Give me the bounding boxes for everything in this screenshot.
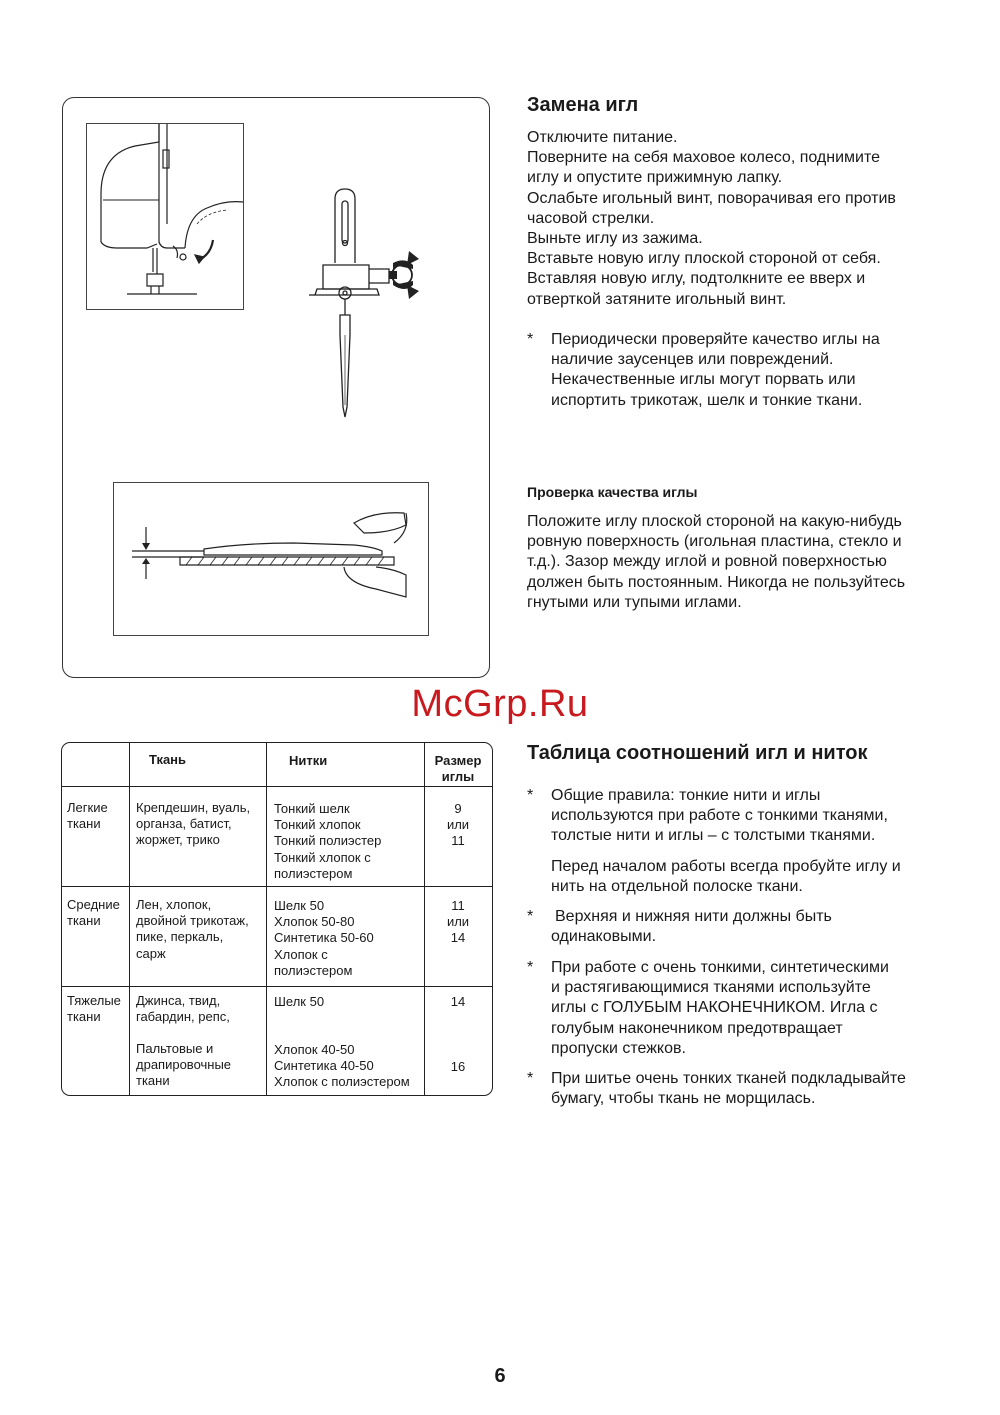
header-threads: Нитки (289, 753, 328, 768)
size-line: 11 (451, 898, 465, 913)
thread-line: полиэстером (274, 962, 353, 978)
fabric-line: Крепдешин, вуаль, (136, 800, 251, 815)
note-line: Периодически проверяйте качество иглы на (551, 331, 880, 348)
note-line: пропуски стежков. (551, 1039, 686, 1057)
thread-line: Синтетика 40-50 (274, 1058, 374, 1074)
needle-on-flat-surface-illustration (114, 483, 428, 635)
note-line: используются при работе с тонкими тканями, (551, 807, 888, 825)
table-row-light-size (424, 801, 492, 850)
fabric-line: Пальтовые и (136, 1041, 214, 1056)
size-line: 11 (451, 833, 465, 849)
ratio-note-same-threads (527, 907, 947, 949)
ratio-note-test (527, 857, 947, 899)
ratio-note-paper (527, 1069, 947, 1111)
fabric-line: жоржет, трико (136, 832, 220, 848)
fabric-line: Джинса, твид, (136, 993, 221, 1008)
table-row-medium-fabric (136, 897, 249, 962)
note-line: испортить трикотаж, шелк и тонкие ткани. (551, 391, 863, 409)
needle-check-figure (113, 482, 429, 636)
instruction-line: Вставляя новую иглу, подтолкните ее вверх и (527, 270, 866, 288)
note-line: Общие правила: тонкие нити и иглы (551, 787, 821, 804)
thread-line: Шелк 50 (274, 898, 325, 913)
table-column-divider (266, 743, 267, 1095)
size-line: или (446, 817, 470, 833)
table-row-medium-threads (274, 898, 374, 979)
table-row-divider (62, 986, 492, 987)
fabric-line: Лен, хлопок, (136, 897, 212, 912)
table-row-light-category (67, 800, 108, 832)
instruction-line: Вставьте новую иглу плоской стороной от себя. (527, 250, 881, 268)
table-row-light-fabric (136, 800, 250, 849)
table-row-heavy-threads-b (274, 1042, 410, 1091)
category-line: Средние (67, 897, 120, 912)
fabric-line: пике, перкаль, (136, 929, 224, 945)
thread-line: Шелк 50 (274, 994, 325, 1009)
illustration-panel (62, 97, 490, 678)
needle-check-title: Проверка качества иглы (527, 484, 698, 500)
note-line: голубым наконечником предотвращает (551, 1019, 843, 1037)
category-line: ткани (67, 913, 101, 929)
note-line: и растягивающимися тканями используйте (551, 979, 871, 997)
thread-line: Хлопок с полиэстером (274, 1074, 410, 1090)
watermark: McGrp.Ru (411, 683, 589, 725)
check-line: т.д.). Зазор между иглой и ровной поверхностью (527, 553, 887, 571)
fabric-line: ткани (136, 1073, 170, 1089)
asterisk: * (527, 787, 534, 804)
needle-thread-table (61, 742, 493, 1096)
asterisk: * (527, 908, 534, 925)
note-line: Верхняя и нижняя нити должны быть (555, 908, 832, 925)
thread-line: Тонкий шелк (274, 801, 350, 816)
fabric-line: сарж (136, 945, 166, 961)
table-row-heavy-threads-a (274, 994, 324, 1010)
table-column-divider (129, 743, 130, 1095)
note-line: наличие заусенцев или повреждений. (551, 351, 834, 369)
note-line: При работе с очень тонкими, синтетическими (551, 959, 889, 976)
needle-clamp-illustration (293, 185, 433, 433)
ratio-title: Таблица соотношений игл и ниток (527, 742, 868, 764)
thread-line: Тонкий полиэстер (274, 833, 382, 849)
fabric-line: драпировочные (136, 1057, 232, 1073)
check-line: гнутыми или тупыми иглами. (527, 593, 742, 611)
thread-line: Хлопок 50-80 (274, 914, 355, 930)
header-needle-size (424, 753, 492, 785)
table-row-divider (62, 886, 492, 887)
sewing-machine-figure (86, 123, 244, 310)
header-size-line: иглы (441, 769, 475, 784)
category-line: Тяжелые (67, 993, 121, 1008)
check-line: ровную поверхность (игольная пластина, стекло и (527, 533, 902, 551)
table-row-heavy-fabric-b (136, 1041, 231, 1090)
note-line: нить на отдельной полоске ткани. (551, 878, 803, 896)
category-line: ткани (67, 1009, 101, 1025)
thread-line: Тонкий хлопок (274, 817, 361, 833)
table-row-heavy-size-a: 14 (450, 994, 466, 1009)
instruction-line: Ослабьте игольный винт, поворачивая его против (527, 189, 896, 207)
table-row-heavy-fabric-a (136, 993, 230, 1025)
size-line: 9 (454, 801, 462, 816)
fabric-line: габардин, репс, (136, 1009, 230, 1025)
table-row-heavy-category (67, 993, 121, 1025)
header-size-line: Размер (434, 753, 482, 768)
thread-line: Хлопок 40-50 (274, 1042, 355, 1057)
size-line: или (446, 914, 470, 930)
ratio-note-general (527, 786, 947, 848)
check-line: Положите иглу плоской стороной на какую-нибудь (527, 513, 902, 530)
thread-line: полиэстером (274, 865, 353, 881)
asterisk: * (527, 1070, 534, 1087)
note-line: При шитье очень тонких тканей подкладывайте (551, 1070, 906, 1087)
note-line: Некачественные иглы могут порвать или (551, 371, 856, 389)
asterisk: * (527, 331, 534, 348)
instruction-line: часовой стрелки. (527, 209, 655, 227)
table-row-light-threads (274, 801, 381, 882)
needle-quality-note (527, 330, 947, 414)
needle-check-text (527, 512, 905, 613)
thread-line: Синтетика 50-60 (274, 930, 374, 946)
category-line: Легкие (67, 800, 108, 815)
header-fabric: Ткань (149, 752, 187, 767)
size-line: 14 (450, 930, 466, 946)
fabric-line: двойной трикотаж, (136, 913, 249, 929)
instruction-line: Отключите питание. (527, 129, 678, 146)
note-line: Перед началом работы всегда пробуйте иглу и (551, 858, 901, 875)
instruction-line: Поверните на себя маховое колесо, поднимите (527, 149, 881, 167)
needle-change-instructions (527, 128, 896, 310)
ratio-note-blue-tip (527, 958, 947, 1062)
table-row-medium-size (424, 898, 492, 947)
fabric-line: органза, батист, (136, 816, 232, 832)
check-line: должен быть постоянным. Никогда не пользуйтесь (527, 573, 906, 591)
category-line: ткани (67, 816, 101, 832)
table-row-medium-category (67, 897, 120, 929)
note-line: бумагу, чтобы ткань не морщилась. (551, 1090, 816, 1108)
table-row-divider (62, 786, 492, 787)
instruction-line: отверткой затяните игольный винт. (527, 290, 787, 308)
note-line: иглы с ГОЛУБЫМ НАКОНЕЧНИКОМ. Игла с (551, 999, 878, 1017)
instruction-line: иглу и опустите прижимную лапку. (527, 169, 783, 187)
thread-line: Тонкий хлопок с (274, 849, 371, 865)
sewing-machine-head-illustration (87, 124, 243, 309)
instruction-line: Выньте иглу из зажима. (527, 230, 703, 248)
table-row-heavy-size-b: 16 (450, 1059, 466, 1074)
note-line: толстые нити и иглы – с толстыми тканями. (551, 827, 876, 845)
thread-line: Хлопок с (274, 946, 328, 962)
needle-change-title: Замена игл (527, 94, 639, 116)
note-line: одинаковыми. (551, 928, 657, 946)
asterisk: * (527, 959, 534, 976)
page-number: 6 (494, 1365, 506, 1387)
